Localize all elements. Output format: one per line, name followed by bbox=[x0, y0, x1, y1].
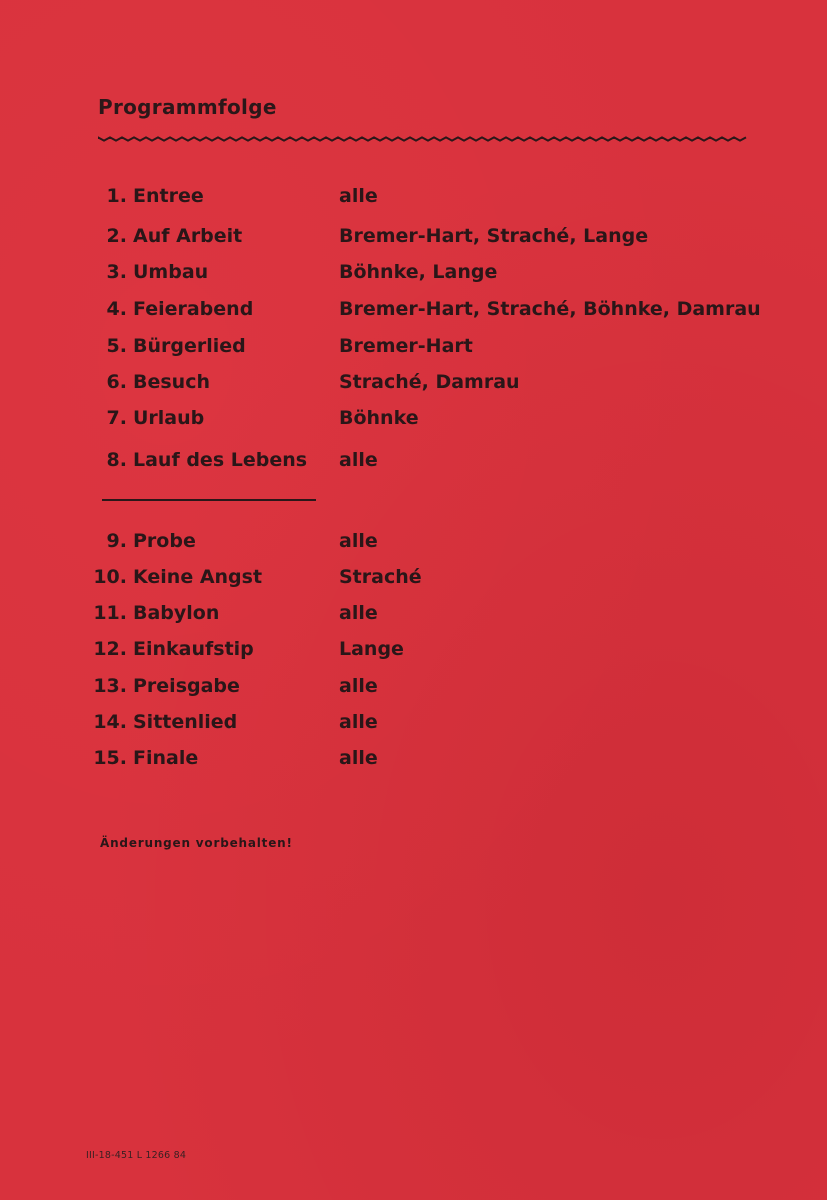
program-row bbox=[0, 261, 827, 289]
item-title: Umbau bbox=[133, 261, 209, 283]
program-row bbox=[0, 530, 827, 558]
item-cast: alle bbox=[339, 747, 378, 769]
program-row bbox=[0, 371, 827, 399]
program-row bbox=[0, 298, 827, 326]
item-number: 7. bbox=[106, 407, 127, 429]
program-row bbox=[0, 747, 827, 775]
wavy-rule bbox=[98, 132, 750, 146]
item-number: 6. bbox=[106, 371, 127, 393]
item-cast: alle bbox=[339, 530, 378, 552]
item-number: 12. bbox=[93, 638, 127, 660]
program-row bbox=[0, 602, 827, 630]
item-cast: alle bbox=[339, 711, 378, 733]
item-number: 4. bbox=[106, 298, 127, 320]
program-row bbox=[0, 638, 827, 666]
item-number: 2. bbox=[106, 225, 127, 247]
item-title: Auf Arbeit bbox=[133, 225, 243, 247]
item-cast: Straché bbox=[339, 566, 422, 588]
item-number: 15. bbox=[93, 747, 127, 769]
program-row bbox=[0, 449, 827, 477]
section-divider bbox=[102, 499, 316, 501]
item-cast: Bremer-Hart, Straché, Böhnke, Damrau bbox=[339, 298, 761, 320]
item-title: Probe bbox=[133, 530, 196, 552]
item-number: 11. bbox=[93, 602, 127, 624]
item-title: Keine Angst bbox=[133, 566, 263, 588]
item-cast: Böhnke bbox=[339, 407, 419, 429]
page-title: Programmfolge bbox=[98, 95, 277, 119]
item-title: Besuch bbox=[133, 371, 210, 393]
item-cast: Bremer-Hart, Straché, Lange bbox=[339, 225, 649, 247]
item-cast: Straché, Damrau bbox=[339, 371, 520, 393]
program-row bbox=[0, 407, 827, 435]
item-cast: alle bbox=[339, 602, 378, 624]
item-number: 10. bbox=[93, 566, 127, 588]
print-code: III-18-451 L 1266 84 bbox=[86, 1150, 187, 1161]
program-row bbox=[0, 185, 827, 213]
program-row bbox=[0, 566, 827, 594]
item-title: Sittenlied bbox=[133, 711, 238, 733]
item-number: 14. bbox=[93, 711, 127, 733]
item-number: 13. bbox=[93, 675, 127, 697]
item-cast: Bremer-Hart bbox=[339, 335, 473, 357]
program-row bbox=[0, 225, 827, 253]
item-title: Finale bbox=[133, 747, 199, 769]
program-row bbox=[0, 711, 827, 739]
item-cast: alle bbox=[339, 675, 378, 697]
item-cast: alle bbox=[339, 449, 378, 471]
item-number: 5. bbox=[106, 335, 127, 357]
item-cast: alle bbox=[339, 185, 378, 207]
program-row bbox=[0, 675, 827, 703]
changes-note: Änderungen vorbehalten! bbox=[100, 836, 293, 850]
item-number: 3. bbox=[106, 261, 127, 283]
item-title: Lauf des Lebens bbox=[133, 449, 308, 471]
item-cast: Lange bbox=[339, 638, 404, 660]
program-row bbox=[0, 335, 827, 363]
item-number: 1. bbox=[106, 185, 127, 207]
item-title: Einkaufstip bbox=[133, 638, 254, 660]
item-title: Babylon bbox=[133, 602, 220, 624]
item-number: 8. bbox=[106, 449, 127, 471]
item-number: 9. bbox=[106, 530, 127, 552]
item-title: Urlaub bbox=[133, 407, 205, 429]
item-title: Entree bbox=[133, 185, 204, 207]
item-title: Preisgabe bbox=[133, 675, 240, 697]
item-title: Bürgerlied bbox=[133, 335, 246, 357]
item-cast: Böhnke, Lange bbox=[339, 261, 498, 283]
item-title: Feierabend bbox=[133, 298, 254, 320]
